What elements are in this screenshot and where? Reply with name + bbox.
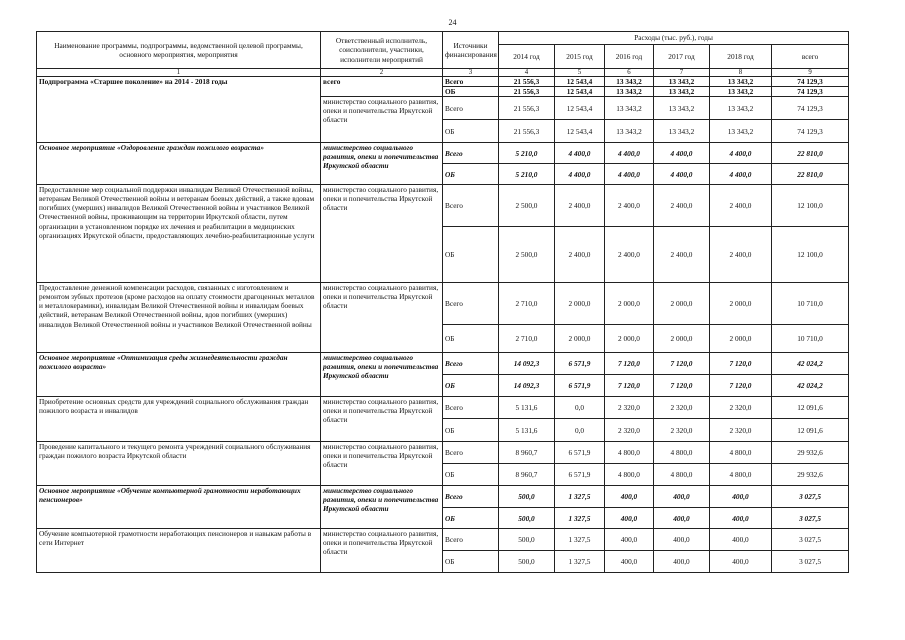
value-cell: 2 320,0 (710, 419, 772, 442)
value-cell: 400,0 (654, 529, 710, 551)
value-cell: 13 343,2 (710, 97, 772, 120)
value-cell: 400,0 (605, 508, 654, 529)
value-cell: 7 120,0 (654, 353, 710, 375)
activity-executor: министерство социального развития, опеки и попечительства Иркутской области (321, 353, 443, 397)
value-cell: 400,0 (605, 529, 654, 551)
value-cell: 10 710,0 (772, 325, 849, 353)
value-cell: 12 091,6 (772, 397, 849, 419)
funding-source: Всего (443, 397, 499, 419)
value-cell: 2 320,0 (654, 397, 710, 419)
funding-source: ОБ (443, 551, 499, 573)
activity-executor: министерство социального развития, опеки и попечительства Иркутской области (321, 143, 443, 185)
value-cell: 2 000,0 (710, 325, 772, 353)
column-index: 6 (605, 69, 654, 77)
activity-row (37, 529, 849, 551)
value-cell: 74 129,3 (772, 87, 849, 97)
value-cell: 5 210,0 (499, 164, 555, 185)
value-cell: 400,0 (710, 508, 772, 529)
activity-name: Приобретение основных средств для учреждений социального обслуживания граждан пожилого возраста и инвалидов (37, 397, 321, 442)
activity-name: Проведение капитального и текущего ремонта учреждений социального обслуживания граждан пожилого возраста Иркутской области (37, 442, 321, 486)
column-index: 9 (772, 69, 849, 77)
value-cell: 4 400,0 (710, 164, 772, 185)
value-cell: 4 400,0 (555, 143, 605, 164)
main-activity-row (37, 353, 849, 375)
value-cell: 12 543,4 (555, 120, 605, 143)
value-cell: 4 400,0 (555, 164, 605, 185)
value-cell: 2 400,0 (605, 227, 654, 283)
value-cell: 7 120,0 (605, 375, 654, 397)
page-number: 24 (448, 18, 457, 27)
value-cell: 12 100,0 (772, 227, 849, 283)
value-cell: 2 400,0 (654, 185, 710, 227)
activity-row (37, 397, 849, 419)
funding-source: Всего (443, 353, 499, 375)
activity-executor: министерство социального развития, опеки и попечительства Иркутской области (321, 397, 443, 442)
value-cell: 2 000,0 (654, 325, 710, 353)
value-cell: 500,0 (499, 551, 555, 573)
activity-name: Предоставление денежной компенсации расходов, связанных с изготовлением и ремонтом зубных протезов (кроме расходов на оплату стоимости драгоценных металлов и металлокерамики), инвалидам Великой Отечественной войны и инвалидам боевых действий, ветеранам Великой Отечественной войны, вдов погибших (умерших) инвалидов Великой Отечественной войны и участников Великой Отечественной войны (37, 283, 321, 353)
value-cell: 2 400,0 (555, 185, 605, 227)
funding-source: Всего (443, 529, 499, 551)
value-cell: 2 320,0 (654, 419, 710, 442)
value-cell: 2 000,0 (555, 283, 605, 325)
header-year: 2015 год (555, 45, 605, 69)
funding-source: ОБ (443, 375, 499, 397)
header-expenses: Расходы (тыс. руб.), годы (499, 32, 849, 45)
column-index: 7 (654, 69, 710, 77)
value-cell: 3 027,5 (772, 551, 849, 573)
activity-executor: министерство социального развития, опеки и попечительства Иркутской области (321, 486, 443, 529)
value-cell: 5 131,6 (499, 419, 555, 442)
value-cell: 29 932,6 (772, 442, 849, 464)
funding-source: ОБ (443, 87, 499, 97)
activity-name: Предоставление мер социальной поддержки инвалидам Великой Отечественной войны, ветеранам Великой Отечественной войны и ветеранам боевых действий, а также вдовам погибших (умерших) инвалидов Великой Отечественной войны и участников Великой Отечественной войны, проживающим на территории Иркутской области, путем организации в установленном порядке их лечения и реабилитации в медицинских организациях Иркутской области, предоставляющих лечебно-реабилитационные услуги (37, 185, 321, 283)
subprogram-row (37, 77, 849, 87)
funding-source: ОБ (443, 419, 499, 442)
value-cell: 14 092,3 (499, 375, 555, 397)
value-cell: 2 320,0 (605, 419, 654, 442)
value-cell: 400,0 (654, 486, 710, 508)
value-cell: 4 800,0 (605, 442, 654, 464)
value-cell: 1 327,5 (555, 508, 605, 529)
value-cell: 400,0 (710, 486, 772, 508)
value-cell: 4 400,0 (605, 143, 654, 164)
value-cell: 10 710,0 (772, 283, 849, 325)
budget-table (36, 31, 849, 573)
subprogram-executor-total: всего (321, 77, 443, 97)
funding-source: Всего (443, 77, 499, 87)
value-cell: 8 960,7 (499, 442, 555, 464)
value-cell: 500,0 (499, 508, 555, 529)
main-activity-name: Основное мероприятие «Оптимизация среды жизнедеятельности граждан пожилого возраста» (37, 353, 321, 397)
main-activity-row (37, 486, 849, 508)
value-cell: 4 800,0 (654, 464, 710, 486)
value-cell: 12 100,0 (772, 185, 849, 227)
value-cell: 74 129,3 (772, 120, 849, 143)
value-cell: 74 129,3 (772, 97, 849, 120)
value-cell: 7 120,0 (710, 353, 772, 375)
value-cell: 2 000,0 (710, 283, 772, 325)
value-cell: 12 543,4 (555, 77, 605, 87)
value-cell: 13 343,2 (654, 120, 710, 143)
activity-executor: министерство социального развития, опеки и попечительства Иркутской области (321, 442, 443, 486)
funding-source: Всего (443, 185, 499, 227)
value-cell: 21 556,3 (499, 97, 555, 120)
header-year: 2016 год (605, 45, 654, 69)
funding-source: Всего (443, 486, 499, 508)
value-cell: 22 810,0 (772, 143, 849, 164)
value-cell: 8 960,7 (499, 464, 555, 486)
funding-source: ОБ (443, 120, 499, 143)
column-index: 8 (710, 69, 772, 77)
value-cell: 4 400,0 (654, 143, 710, 164)
value-cell: 4 400,0 (710, 143, 772, 164)
value-cell: 21 556,3 (499, 87, 555, 97)
funding-source: Всего (443, 283, 499, 325)
activity-executor: министерство социального развития, опеки и попечительства Иркутской области (321, 185, 443, 283)
column-index: 3 (443, 69, 499, 77)
subprogram-executor: министерство социального развития, опеки и попечительства Иркутской области (321, 97, 443, 143)
value-cell: 5 210,0 (499, 143, 555, 164)
column-index-row (37, 69, 849, 77)
funding-source: Всего (443, 143, 499, 164)
value-cell: 2 000,0 (555, 325, 605, 353)
value-cell: 12 091,6 (772, 419, 849, 442)
value-cell: 13 343,2 (605, 77, 654, 87)
header-year: 2018 год (710, 45, 772, 69)
value-cell: 500,0 (499, 486, 555, 508)
funding-source: ОБ (443, 464, 499, 486)
funding-source: ОБ (443, 227, 499, 283)
value-cell: 12 543,4 (555, 87, 605, 97)
value-cell: 0,0 (555, 397, 605, 419)
value-cell: 42 024,2 (772, 375, 849, 397)
value-cell: 42 024,2 (772, 353, 849, 375)
header-executor: Ответственный исполнитель, соисполнители, участники, исполнители мероприятий (321, 32, 443, 69)
value-cell: 400,0 (710, 551, 772, 573)
value-cell: 2 000,0 (654, 283, 710, 325)
value-cell: 400,0 (605, 551, 654, 573)
value-cell: 74 129,3 (772, 77, 849, 87)
activity-executor: министерство социального развития, опеки и попечительства Иркутской области (321, 529, 443, 573)
value-cell: 6 571,9 (555, 375, 605, 397)
value-cell: 0,0 (555, 419, 605, 442)
column-index: 4 (499, 69, 555, 77)
value-cell: 7 120,0 (654, 375, 710, 397)
value-cell: 4 800,0 (605, 464, 654, 486)
funding-source: Всего (443, 442, 499, 464)
value-cell: 3 027,5 (772, 508, 849, 529)
funding-source: Всего (443, 97, 499, 120)
value-cell: 12 543,4 (555, 97, 605, 120)
value-cell: 1 327,5 (555, 486, 605, 508)
column-index: 1 (37, 69, 321, 77)
value-cell: 400,0 (605, 486, 654, 508)
value-cell: 13 343,2 (710, 120, 772, 143)
activity-executor: министерство социального развития, опеки и попечительства Иркутской области (321, 283, 443, 353)
header-name: Наименование программы, подпрограммы, ведомственной целевой программы, основного мероприятия, мероприятия (37, 32, 321, 69)
funding-source: ОБ (443, 325, 499, 353)
value-cell: 13 343,2 (710, 77, 772, 87)
value-cell: 13 343,2 (654, 77, 710, 87)
value-cell: 3 027,5 (772, 486, 849, 508)
value-cell: 3 027,5 (772, 529, 849, 551)
header-source: Источники финансирования (443, 32, 499, 69)
value-cell: 1 327,5 (555, 551, 605, 573)
value-cell: 2 000,0 (605, 325, 654, 353)
value-cell: 6 571,9 (555, 353, 605, 375)
header-total: всего (772, 45, 849, 69)
value-cell: 7 120,0 (710, 375, 772, 397)
value-cell: 2 320,0 (605, 397, 654, 419)
value-cell: 4 400,0 (654, 164, 710, 185)
main-activity-name: Основное мероприятие «Оздоровление граждан пожилого возраста» (37, 143, 321, 185)
subprogram-name: Подпрограмма «Старшее поколение» на 2014 - 2018 годы (37, 77, 321, 143)
column-index: 5 (555, 69, 605, 77)
value-cell: 4 400,0 (605, 164, 654, 185)
value-cell: 6 571,9 (555, 442, 605, 464)
activity-row (37, 185, 849, 227)
value-cell: 6 571,9 (555, 464, 605, 486)
value-cell: 7 120,0 (605, 353, 654, 375)
main-activity-row (37, 143, 849, 164)
value-cell: 1 327,5 (555, 529, 605, 551)
activity-row (37, 283, 849, 325)
value-cell: 13 343,2 (654, 87, 710, 97)
value-cell: 2 500,0 (499, 227, 555, 283)
funding-source: ОБ (443, 164, 499, 185)
funding-source: ОБ (443, 508, 499, 529)
value-cell: 2 000,0 (605, 283, 654, 325)
value-cell: 29 932,6 (772, 464, 849, 486)
value-cell: 5 131,6 (499, 397, 555, 419)
value-cell: 2 400,0 (605, 185, 654, 227)
value-cell: 21 556,3 (499, 120, 555, 143)
value-cell: 21 556,3 (499, 77, 555, 87)
value-cell: 4 800,0 (654, 442, 710, 464)
value-cell: 2 320,0 (710, 397, 772, 419)
value-cell: 4 800,0 (710, 442, 772, 464)
value-cell: 4 800,0 (710, 464, 772, 486)
value-cell: 13 343,2 (605, 87, 654, 97)
value-cell: 500,0 (499, 529, 555, 551)
value-cell: 400,0 (654, 551, 710, 573)
value-cell: 14 092,3 (499, 353, 555, 375)
value-cell: 2 400,0 (710, 227, 772, 283)
value-cell: 400,0 (710, 529, 772, 551)
value-cell: 2 400,0 (654, 227, 710, 283)
value-cell: 22 810,0 (772, 164, 849, 185)
activity-name: Обучение компьютерной грамотности неработающих пенсионеров и навыкам работы в сети Интернет (37, 529, 321, 573)
value-cell: 2 710,0 (499, 325, 555, 353)
value-cell: 2 500,0 (499, 185, 555, 227)
value-cell: 13 343,2 (605, 120, 654, 143)
value-cell: 13 343,2 (605, 97, 654, 120)
column-index: 2 (321, 69, 443, 77)
value-cell: 2 400,0 (555, 227, 605, 283)
activity-row (37, 442, 849, 464)
value-cell: 13 343,2 (654, 97, 710, 120)
header-year: 2017 год (654, 45, 710, 69)
main-activity-name: Основное мероприятие «Обучение компьютерной грамотности неработающих пенсионеров» (37, 486, 321, 529)
value-cell: 13 343,2 (710, 87, 772, 97)
value-cell: 2 710,0 (499, 283, 555, 325)
value-cell: 400,0 (654, 508, 710, 529)
header-year: 2014 год (499, 45, 555, 69)
value-cell: 2 400,0 (710, 185, 772, 227)
